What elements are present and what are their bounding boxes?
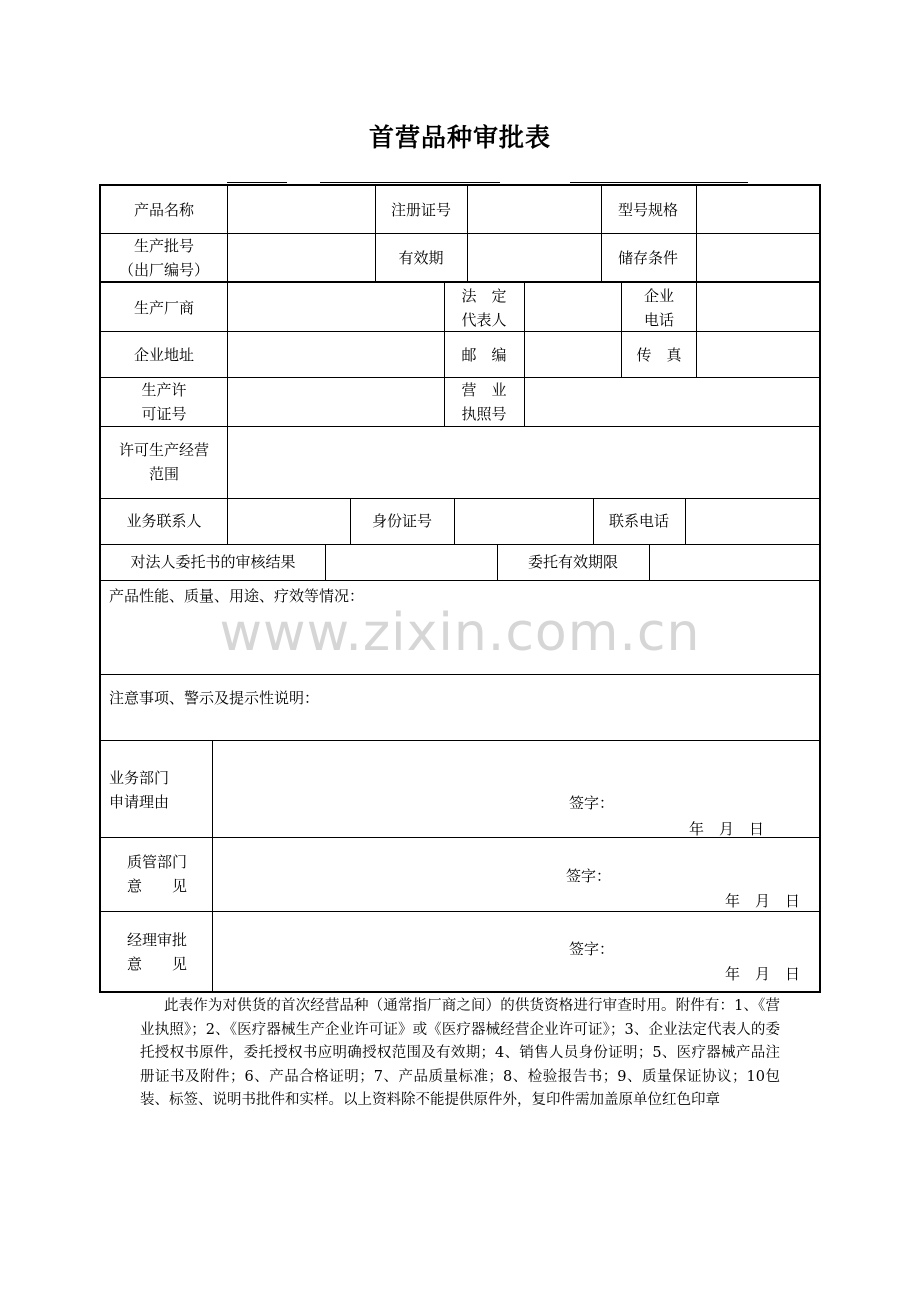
signature-dept: 签字： — [569, 794, 615, 812]
label-authorization-review: 对法人委托书的审核结果 — [130, 553, 296, 571]
label-model-spec: 型号规格 — [617, 201, 679, 219]
label-legal-rep-2: 代表人 — [461, 311, 507, 329]
label-manufacturer: 生产厂商 — [133, 299, 195, 317]
label-validity: 有效期 — [398, 249, 444, 267]
form-title: 首营品种审批表 — [368, 123, 551, 152]
label-manager-2: 意 见 — [126, 955, 188, 973]
signature-manager: 签字： — [569, 940, 615, 958]
label-qa: 质管部门 — [126, 853, 188, 871]
top-underline — [227, 182, 287, 183]
label-legal-rep: 法 定 — [461, 287, 507, 305]
label-license-2: 可证号 — [141, 405, 187, 423]
label-company-phone-2: 电话 — [643, 311, 675, 329]
label-contact-phone: 联系电话 — [608, 512, 670, 530]
label-dept-apply-2: 申请理由 — [109, 793, 170, 811]
label-postcode: 邮 编 — [461, 346, 507, 364]
label-batch-no: 生产批号 — [133, 237, 195, 255]
signature-qa: 签字： — [566, 867, 612, 885]
label-manager: 经理审批 — [126, 931, 188, 949]
label-dept-apply: 业务部门 — [109, 769, 170, 787]
label-id-no: 身份证号 — [371, 512, 433, 530]
label-business-license: 营 业 — [461, 381, 507, 399]
label-precautions: 注意事项、警示及提示性说明： — [109, 689, 320, 707]
label-company-address: 企业地址 — [133, 346, 195, 364]
label-fax: 传 真 — [636, 346, 682, 364]
date-dept: 年 月 日 — [689, 820, 765, 838]
label-company-phone: 企业 — [643, 287, 675, 305]
label-authorization-period: 委托有效期限 — [527, 553, 619, 571]
attachment-note — [140, 995, 780, 1113]
label-registration-no: 注册证号 — [390, 201, 452, 219]
approval-form-table — [99, 184, 821, 993]
top-underline — [320, 182, 500, 183]
label-contact: 业务联系人 — [126, 512, 202, 530]
top-underline — [570, 182, 748, 183]
label-license: 生产许 — [141, 381, 187, 399]
date-qa: 年 月 日 — [725, 892, 801, 910]
label-scope-2: 范围 — [148, 465, 180, 483]
label-qa-2: 意 见 — [126, 877, 188, 895]
label-product-name: 产品名称 — [133, 201, 195, 219]
date-manager: 年 月 日 — [725, 965, 801, 983]
label-performance: 产品性能、质量、用途、疗效等情况： — [109, 587, 365, 605]
note-text: 此表作为对供货的首次经营品种（通常指厂商之间）的供货资格进行审查时用。附件有：1、《营业执照》；2、《医疗器械生产企业许可证》或《医疗器械经营企业许可证》；3、企业法定代表人的委托授权书原件，委托授权书应明确授权范围及有效期；4、销售人员身份证明；5、医疗器械产品注册证书及附件；6、产品合格证明；7、产品质量标准；8、检验报告书；9、质量保证协议；10包装、标签、说明书批件和实样。以上资料除不能提供原件外，复印件需加盖原单位红色印章 — [140, 998, 780, 1108]
watermark: www.zixin.com.cn — [219, 603, 701, 663]
label-business-license-2: 执照号 — [461, 405, 507, 423]
label-batch-no-sub: （出厂编号） — [118, 261, 210, 279]
label-storage: 储存条件 — [617, 249, 679, 267]
label-scope: 许可生产经营 — [118, 441, 210, 459]
